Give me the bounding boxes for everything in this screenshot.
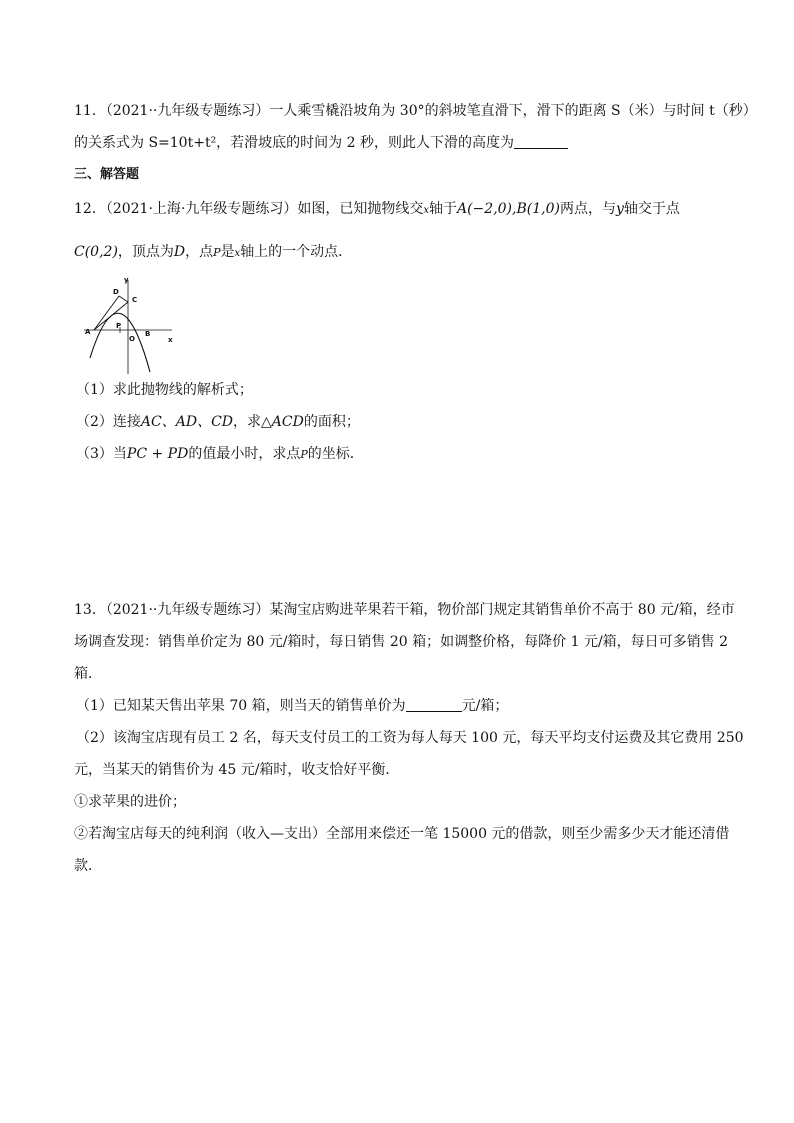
q13-line2: 场调查发现：销售单价定为 80 元/箱时，每日销售 20 箱；如调整价格，每降价 1 元/箱，每日可多销售 2	[74, 634, 729, 650]
q12-x-var: x	[423, 205, 429, 216]
figure-label-p: P	[116, 322, 122, 330]
figure-label-d: D	[113, 288, 119, 296]
q12-x-var-2: x	[234, 248, 241, 259]
answer-blank-q11	[514, 134, 568, 149]
figure-label-o: O	[129, 335, 135, 343]
q12-sub3-b: 的值最小时，求点	[188, 446, 301, 462]
q12-sub1: （1）求此抛物线的解析式；	[76, 382, 253, 398]
q12-point-c: C(0,2)	[74, 244, 118, 260]
q13-line3: 箱．	[74, 666, 102, 682]
q12-vertex-d: D	[173, 244, 186, 260]
q12-line1-a: 12．（2021·上海·九年级专题练习）如图，已知抛物线交	[74, 201, 424, 217]
q12-line2-a: ，顶点为	[117, 244, 174, 260]
q13-item2-line1: ②若淘宝店每天的纯利润（收入—支出）全部用来偿还一笔 15000 元的借款，则至少需多少天才能还清借	[74, 826, 730, 842]
segment-cd	[119, 296, 128, 302]
q12-line1-b: 轴于	[428, 201, 457, 217]
q12-sub2-triangle: ACD	[271, 414, 304, 430]
q12-sub2-c: 的面积；	[303, 414, 360, 430]
q13-sub2-line1: （2）该淘宝店现有员工 2 名，每天支付员工的工资为每人每天 100 元，每天平均支付运费及其它费用 250	[76, 730, 744, 746]
q13-item1: ①求苹果的进价；	[74, 794, 186, 810]
q13-sub1-b: 元/箱；	[461, 698, 509, 714]
q12-line1-d: 轴交于点	[623, 201, 680, 217]
q13-sub1-a: （1）已知某天售出苹果 70 箱，则当天的销售单价为	[76, 698, 406, 714]
q12-y-var: y	[615, 201, 624, 217]
q12-line2-b: ，点	[185, 244, 214, 260]
figure-label-b: B	[145, 330, 151, 338]
q12-line1-c: 两点，与	[559, 201, 616, 217]
q12-line2-d: 轴上的一个动点．	[240, 244, 353, 260]
q12-sub3-p: P	[300, 448, 308, 461]
parabola-figure	[80, 272, 176, 376]
q12-sub2-a: （2）连接	[76, 414, 141, 430]
q12-points-ab: A(−2,0),B(1,0)	[456, 201, 560, 217]
q12-sub3-expr: PC + PD	[126, 446, 189, 462]
q12-sub3	[76, 445, 736, 464]
q11-line2	[74, 134, 734, 152]
figure-label-a: A	[85, 328, 91, 336]
q12-sub2	[76, 413, 736, 431]
figure-label-y: y	[124, 276, 129, 284]
section-heading: 三、解答题	[74, 167, 140, 182]
answer-blank-q13	[406, 697, 462, 712]
q12-line2	[74, 243, 734, 263]
q12-sub2-b: ，求△	[233, 414, 272, 430]
figure-label-x: x	[168, 336, 173, 344]
q11-line1: 11．（2021··九年级专题练习）一人乘雪橇沿坡角为 30°的斜坡笔直滑下，滑下的距离 S（米）与时间 t（秒）	[74, 103, 757, 119]
figure-label-c: C	[132, 296, 138, 304]
q12-sub3-a: （3）当	[76, 446, 127, 462]
q12-sub3-c: 的坐标．	[307, 446, 364, 462]
q12-sub2-segments: AC、AD、CD	[140, 414, 234, 430]
q12-line2-c: 是	[220, 244, 235, 260]
q12-point-p: P	[213, 246, 221, 259]
q13-sub2-line2: 元，当某天的销售价为 45 元/箱时，收支恰好平衡．	[74, 762, 400, 778]
q13-line1: 13．（2021··九年级专题练习）某淘宝店购进苹果若干箱，物价部门规定其销售单价不高于 80 元/箱，经市	[74, 602, 735, 618]
q13-item2-line2: 款．	[74, 858, 102, 874]
q11-line2-text: 的关系式为 S=10t+t²，若滑坡底的时间为 2 秒，则此人下滑的高度为	[74, 135, 514, 151]
q12-line1	[74, 200, 734, 220]
q13-sub1	[76, 697, 736, 715]
